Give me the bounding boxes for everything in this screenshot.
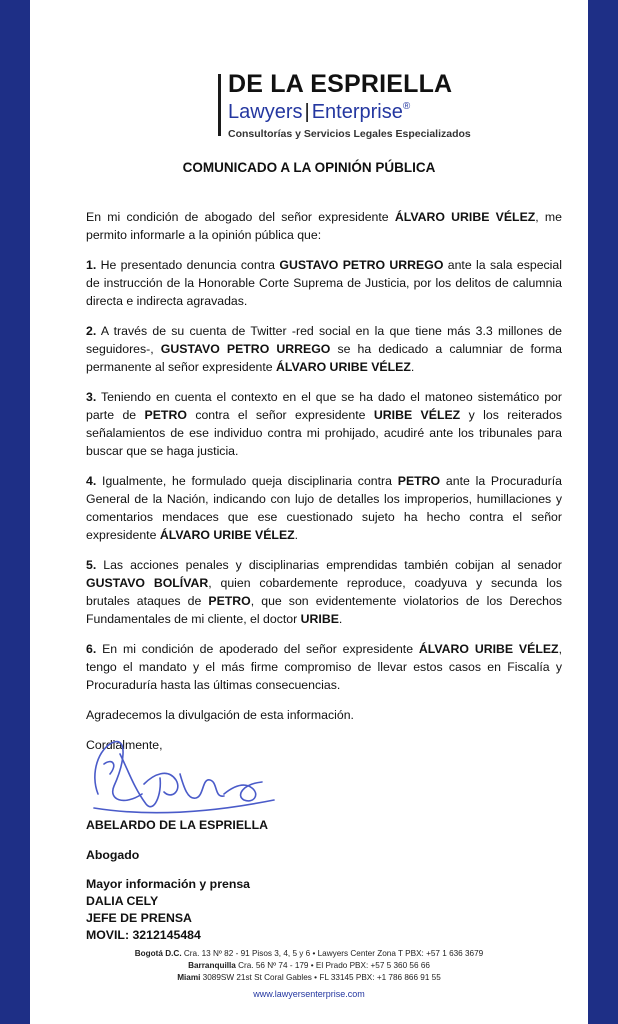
footer-website-link[interactable]: www.lawyersenterprise.com: [253, 989, 365, 999]
numbered-paragraph-5: 5. Las acciones penales y disciplinarias emprendidas también cobijan al senador GUSTAVO BOLÍVAR, quien cobardemente reproduce, coadyuva y secunda los brutales ataques de PETRO, que son evidentemente violatorios de los Derechos Fundamentales de mi cliente, el doctor URIBE.: [86, 558, 562, 626]
numbered-paragraph-4: 4. Igualmente, he formulado queja disciplinaria contra PETRO ante la Procuraduría General de la Nación, indicando con lujo de detalles los improperios, humillaciones y comentarios mendaces que ese cuestionado sujeto ha hecho contra el señor expresidente ÁLVARO URIBE VÉLEZ.: [86, 474, 563, 542]
signature-scribble-icon: [84, 734, 284, 824]
numbered-paragraph-1: 1. He presentado denuncia contra GUSTAVO PETRO URREGO ante la sala especial de instrucción de la Honorable Corte Suprema de Justicia, por los delitos de calumnia directa e indirecta agravadas.: [86, 258, 562, 308]
logo-subtitle: [228, 101, 410, 124]
logo-tagline: Consultorías y Servicios Legales Especializados: [228, 128, 471, 140]
press-phone: MOVIL: 3212145484: [86, 928, 201, 942]
thanks-line: Agradecemos la divulgación de esta información.: [86, 708, 354, 722]
signature: [86, 754, 562, 816]
logo-sub-right: Enterprise: [311, 101, 403, 123]
press-heading: Mayor información y prensa: [86, 877, 251, 891]
footer-line-miami: Miami 3089SW 21st St Coral Gables • FL 33145 PBX: +1 786 866 91 55: [177, 973, 441, 982]
numbered-paragraph-3: 3. Teniendo en cuenta el contexto en el que se ha dado el matoneo sistemático por parte de PETRO contra el señor expresidente URIBE VÉLEZ y los reiterados señalamientos de ese individuo contra mi prohijado, acudiré ante los tribunales para buscar que se haga justicia.: [86, 390, 562, 458]
document-title: COMUNICADO A LA OPINIÓN PÚBLICA: [182, 160, 436, 175]
signer-role: Abogado: [86, 848, 140, 862]
right-border-bar: [588, 0, 618, 1024]
logo-sub-left: Lawyers: [228, 101, 303, 123]
numbered-paragraph-6: 6. En mi condición de apoderado del señor expresidente ÁLVARO URIBE VÉLEZ, tengo el mandato y el más firme compromiso de llevar estos casos en Fiscalía y Procuraduría hasta las últimas consecuencias.: [86, 642, 562, 692]
document-body: [86, 208, 562, 944]
left-border-bar: [0, 0, 30, 1024]
numbered-paragraph-2: 2. A través de su cuenta de Twitter -red social en la que tiene más 3.3 millones de seguidores-, GUSTAVO PETRO URREGO se ha dedicado a calumniar de forma permanente al señor expresidente ÁLVARO URIBE VÉLEZ.: [86, 324, 562, 374]
closing-salutation: Cordialmente,: [86, 738, 163, 752]
registered-mark: ®: [402, 101, 411, 112]
press-name: DALIA CELY: [86, 894, 159, 908]
firm-logo: [190, 72, 490, 152]
footer-addresses: [30, 948, 588, 1000]
footer-line-bogota: Bogotá D.C. Cra. 13 Nº 82 - 91 Pisos 3, 4, 5 y 6 • Lawyers Center Zona T PBX: +57 1 636 3679: [134, 949, 484, 958]
logo-firm-name: DE LA ESPRIELLA: [228, 70, 453, 98]
footer-line-barranquilla: Barranquilla Cra. 56 Nº 74 - 179 • El Prado PBX: +57 5 360 56 66: [188, 961, 430, 970]
logo-sub-separator: |: [304, 101, 310, 123]
intro-paragraph: En mi condición de abogado del señor expresidente ÁLVARO URIBE VÉLEZ, me permito informarle a la opinión pública que:: [86, 210, 562, 242]
signer-name: ABELARDO DE LA ESPRIELLA: [86, 818, 268, 832]
press-role: JEFE DE PRENSA: [86, 911, 192, 925]
press-contact: [86, 876, 562, 944]
document-page: [30, 0, 588, 1024]
logo-divider: [218, 74, 221, 136]
